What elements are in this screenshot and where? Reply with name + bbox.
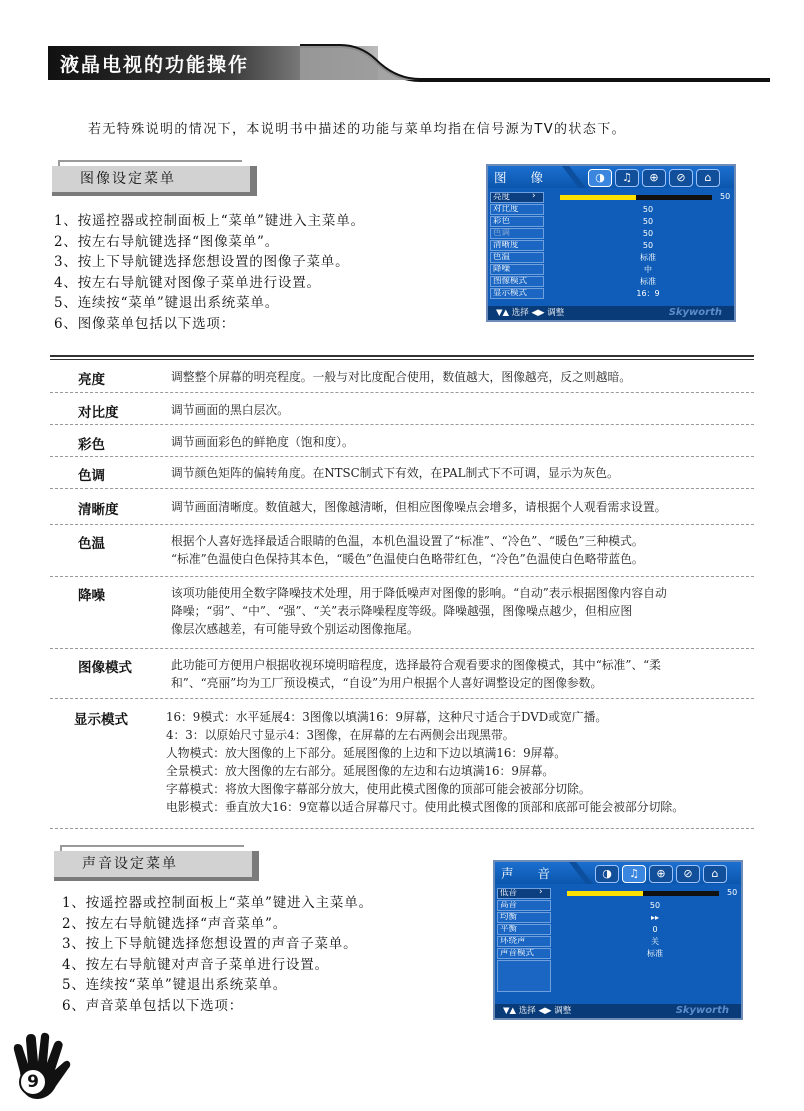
desc-line: 电影模式：垂直放大16：9宽幕以适合屏幕尺寸。使用此模式图像的顶部和底部可能会被部分切除。 xyxy=(166,800,684,814)
brightness-bar[interactable] xyxy=(560,195,712,200)
osd-item-surround[interactable]: 环绕声 xyxy=(497,936,551,947)
step: 1、按遥控器或控制面板上“菜单”键进入主菜单。 xyxy=(62,895,373,911)
osd-footer xyxy=(495,1004,741,1018)
osd-value: 关 xyxy=(651,937,659,946)
table-row xyxy=(50,650,754,699)
table-row xyxy=(50,704,754,829)
table-row xyxy=(50,426,754,457)
term-label: 亮度 xyxy=(78,372,105,388)
osd-value: ▸▸ xyxy=(650,913,660,922)
desc-line: 调节颜色矩阵的偏转角度。在NTSC制式下有效，在PAL制式下不可调，显示为灰色。 xyxy=(171,466,619,480)
page-number: 9 xyxy=(19,1068,47,1096)
osd-value: 中 xyxy=(644,265,652,274)
osd-item-equalizer[interactable]: 均衡 xyxy=(497,912,551,923)
desc-line: “标准”色温使白色保持其本色，“暖色”色温使白色略带红色，“冷色”色温使白色略带蓝色。 xyxy=(171,552,644,566)
osd-title: 图 像 xyxy=(494,170,553,185)
step: 5、连续按“菜单”键退出系统菜单。 xyxy=(62,977,287,993)
osd-value: 50 xyxy=(649,901,661,910)
osd-empty-slot xyxy=(497,960,551,992)
desc-line: 调整整个屏幕的明亮程度。一般与对比度配合使用，数值越大，图像越亮，反之则越暗。 xyxy=(171,370,632,384)
sound-icon[interactable]: ♫ xyxy=(615,169,639,187)
step: 6、声音菜单包括以下选项： xyxy=(62,997,243,1014)
term-label: 显示模式 xyxy=(74,712,128,728)
osd-value: 50 xyxy=(642,205,654,214)
step: 6、图像菜单包括以下选项： xyxy=(54,315,235,332)
osd-divider xyxy=(569,862,593,884)
table-row xyxy=(50,526,754,577)
sound-steps xyxy=(62,893,373,1016)
osd-nav-hint: ▼▲ 选择 ◀▶ 调整 xyxy=(503,1006,572,1016)
term-label: 清晰度 xyxy=(78,502,119,518)
osd-item-sound-mode[interactable]: 声音模式 xyxy=(497,948,551,959)
osd-item-bass[interactable]: 低音 xyxy=(497,888,551,899)
term-label: 图像模式 xyxy=(78,660,132,676)
step: 2、按左右导航键选择“图像菜单”。 xyxy=(54,233,279,250)
desc-line: 16：9模式：水平延展4：3图像以填满16：9屏幕，这种尺寸适合于DVD或宽广播。 xyxy=(166,710,608,724)
table-rule xyxy=(50,359,754,360)
table-row xyxy=(50,490,754,525)
page-title: 液晶电视的功能操作 xyxy=(60,54,250,76)
step: 5、连续按“菜单”键退出系统菜单。 xyxy=(54,295,279,311)
desc-line: 4：3：以原始尺寸显示4：3图像，在屏幕的左右两侧会出现黑带。 xyxy=(166,728,515,742)
picture-icon[interactable]: ◑ xyxy=(588,169,612,187)
picture-icon[interactable]: ◑ xyxy=(595,865,619,883)
osd-item-color[interactable]: 彩色 xyxy=(490,216,544,227)
osd-item-brightness[interactable]: 亮度 xyxy=(490,192,544,203)
desc-line: 字幕模式：将放大图像字幕部分放大，使用此模式图像的顶部可能会被部分切除。 xyxy=(166,782,591,796)
osd-value: 50 xyxy=(642,229,654,238)
desc-line: 此功能可方便用户根据收视环境明暗程度，选择最符合观看要求的图像模式，其中“标准”、“柔 xyxy=(171,658,661,672)
term-label: 降噪 xyxy=(78,588,105,604)
function-icon[interactable]: ⊘ xyxy=(676,865,700,883)
picture-steps xyxy=(54,211,365,334)
step: 3、按上下导航键选择您想设置的声音子菜单。 xyxy=(62,936,358,952)
osd-item-picture-mode[interactable]: 图像模式 xyxy=(490,276,544,287)
osd-item-balance[interactable]: 平衡 xyxy=(497,924,551,935)
term-label: 色调 xyxy=(78,468,105,484)
osd-value: 标准 xyxy=(640,253,656,262)
setup-icon[interactable]: ⌂ xyxy=(696,169,720,187)
term-label: 对比度 xyxy=(78,405,119,421)
brand-logo: Skyworth xyxy=(675,1005,729,1016)
header-swoosh xyxy=(300,40,780,90)
desc-line: 人物模式：放大图像的上下部分。延展图像的上边和下边以填满16：9屏幕。 xyxy=(166,746,567,760)
sound-osd-menu xyxy=(493,860,743,1020)
chevron-right-icon: › xyxy=(532,191,536,201)
osd-value: 50 xyxy=(642,217,654,226)
osd-value: 16：9 xyxy=(636,289,660,298)
channel-icon[interactable]: ⊕ xyxy=(649,865,673,883)
osd-header xyxy=(488,166,734,188)
desc-line: 该项功能使用全数字降噪技术处理，用于降低噪声对图像的影响。“自动”表示根据图像内容自动 xyxy=(171,586,667,600)
osd-divider xyxy=(562,166,586,188)
step: 4、按左右导航键对声音子菜单进行设置。 xyxy=(62,956,329,973)
table-row xyxy=(50,578,754,649)
osd-item-aspect[interactable]: 显示模式 xyxy=(490,288,544,299)
term-label: 彩色 xyxy=(78,437,105,453)
step: 2、按左右导航键选择“声音菜单”。 xyxy=(62,915,287,932)
table-rule xyxy=(50,355,754,357)
brightness-value: 50 xyxy=(720,192,731,201)
desc-line: 调节画面的黑白层次。 xyxy=(171,403,289,417)
desc-line: 和”、“亮丽”均为工厂预设模式，“自设”为用户根据个人喜好调整设定的图像参数。 xyxy=(171,676,603,690)
osd-value: 标准 xyxy=(647,949,663,958)
osd-nav-hint: ▼▲ 选择 ◀▶ 调整 xyxy=(496,308,565,318)
function-icon[interactable]: ⊘ xyxy=(669,169,693,187)
desc-line: 根据个人喜好选择最适合眼睛的色温，本机色温设置了“标准”、“冷色”、“暖色”三种模式。 xyxy=(171,534,644,548)
osd-item-color-temp[interactable]: 色温 xyxy=(490,252,544,263)
desc-line: 调节画面彩色的鲜艳度（饱和度）。 xyxy=(171,435,354,449)
channel-icon[interactable]: ⊕ xyxy=(642,169,666,187)
desc-line: 像层次感越差，有可能导致个别运动图像拖尾。 xyxy=(171,622,419,636)
step: 3、按上下导航键选择您想设置的图像子菜单。 xyxy=(54,254,350,270)
bass-bar-fill xyxy=(567,891,643,896)
osd-item-noise-reduction[interactable]: 降噪 xyxy=(490,264,544,275)
table-row xyxy=(50,362,754,393)
sound-icon[interactable]: ♫ xyxy=(622,865,646,883)
osd-value: 50 xyxy=(642,241,654,250)
osd-value: 标准 xyxy=(640,277,656,286)
hand-icon xyxy=(12,1032,72,1104)
setup-icon[interactable]: ⌂ xyxy=(703,865,727,883)
desc-line: 降噪；“弱”、“中”、“强”、“关”表示降噪程度等级。降噪越强，图像噪点越少，但相应图 xyxy=(171,604,633,618)
osd-value: 0 xyxy=(652,925,658,934)
term-label: 色温 xyxy=(78,536,105,552)
step: 4、按左右导航键对图像子菜单进行设置。 xyxy=(54,274,321,291)
osd-footer xyxy=(488,306,734,320)
table-row xyxy=(50,458,754,489)
sound-section-tab: 声音设定菜单 xyxy=(54,851,259,881)
brightness-bar-fill xyxy=(560,195,636,200)
osd-item-tint[interactable]: 色调 xyxy=(490,228,544,239)
desc-line: 全景模式：放大图像的左右部分。延展图像的左边和右边填满16：9屏幕。 xyxy=(166,764,555,778)
step: 1、按遥控器或控制面板上“菜单”键进入主菜单。 xyxy=(54,213,365,229)
osd-item-contrast[interactable]: 对比度 xyxy=(490,204,544,215)
bass-value: 50 xyxy=(727,888,738,897)
table-row xyxy=(50,394,754,425)
chevron-right-icon: › xyxy=(539,887,543,897)
osd-item-sharpness[interactable]: 清晰度 xyxy=(490,240,544,251)
osd-header xyxy=(495,862,741,884)
picture-osd-menu xyxy=(486,164,736,322)
osd-title: 声 音 xyxy=(501,866,560,881)
picture-section-tab: 图像设定菜单 xyxy=(52,166,257,196)
intro-text: 若无特殊说明的情况下，本说明书中描述的功能与菜单均指在信号源为TV的状态下。 xyxy=(88,122,627,137)
bass-bar[interactable] xyxy=(567,891,719,896)
osd-item-treble[interactable]: 高音 xyxy=(497,900,551,911)
desc-line: 调节画面清晰度。数值越大，图像越清晰，但相应图像噪点会增多，请根据个人观看需求设置。 xyxy=(171,500,667,514)
brand-logo: Skyworth xyxy=(668,307,722,318)
